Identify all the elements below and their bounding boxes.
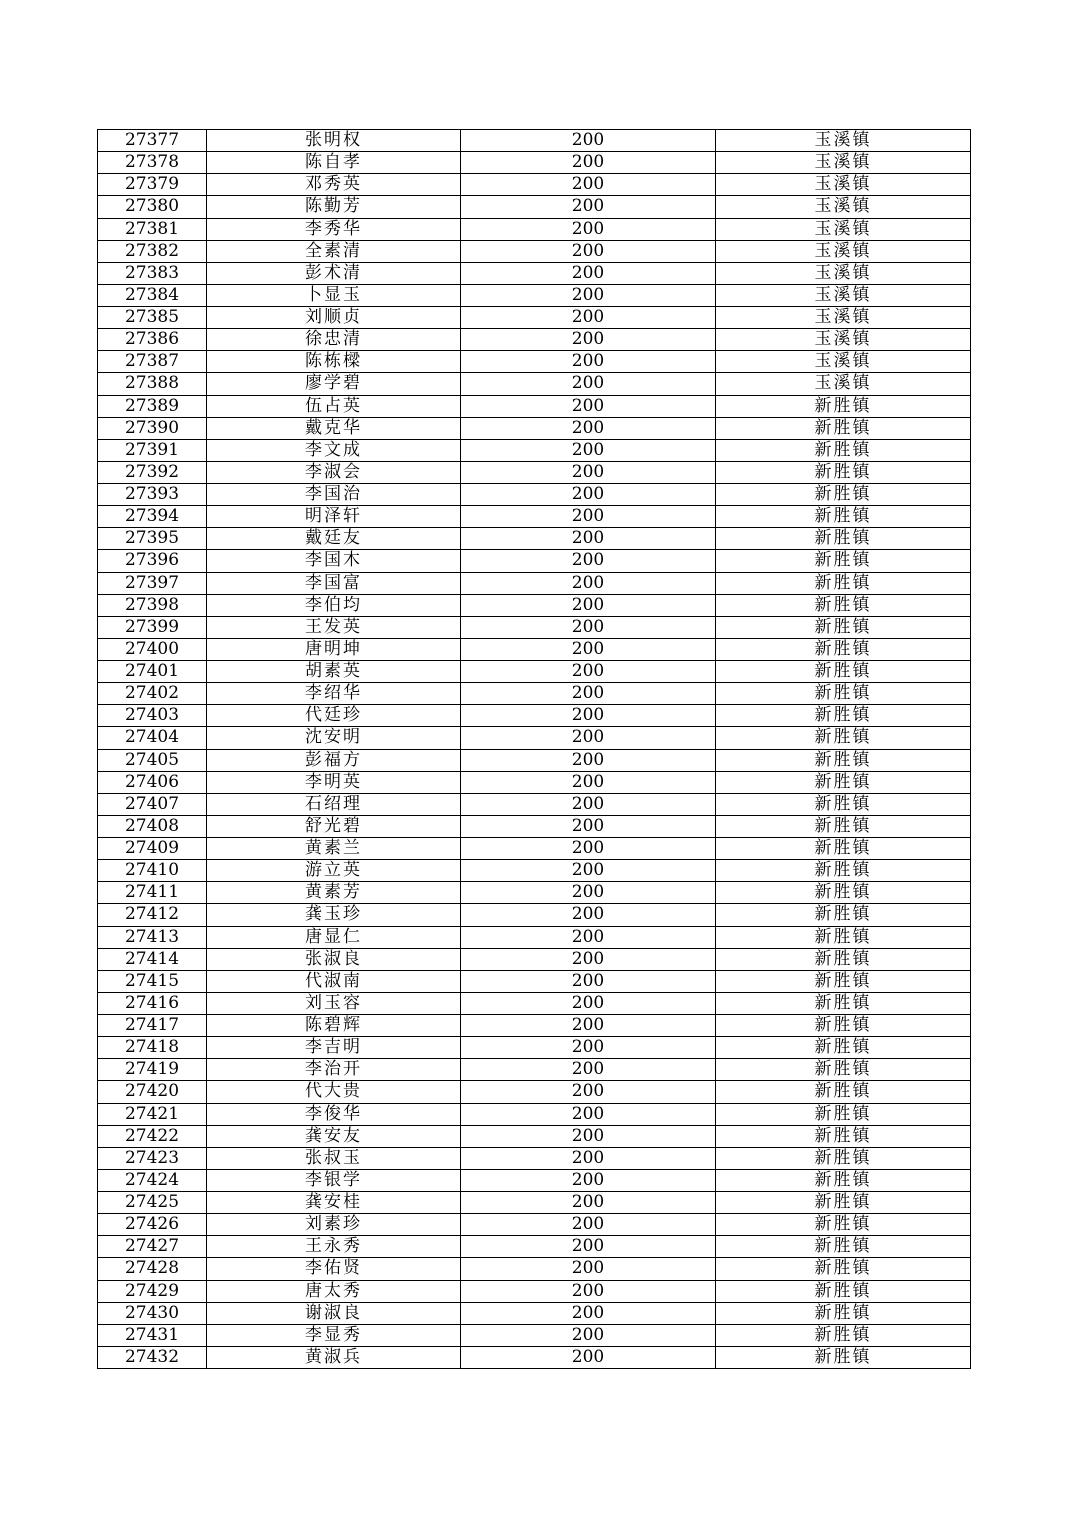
person-name-cell: 李国治 [207, 484, 461, 506]
amount-cell: 200 [461, 1324, 716, 1346]
table-row [98, 1169, 971, 1191]
table-row [98, 1147, 971, 1169]
person-name-cell: 戴克华 [207, 417, 461, 439]
amount-cell: 200 [461, 1214, 716, 1236]
town-cell: 新胜镇 [716, 572, 971, 594]
row-number-cell: 27427 [98, 1236, 207, 1258]
town-cell: 玉溪镇 [716, 240, 971, 262]
town-cell: 新胜镇 [716, 439, 971, 461]
town-cell: 新胜镇 [716, 550, 971, 572]
row-number-cell: 27390 [98, 417, 207, 439]
town-cell: 新胜镇 [716, 395, 971, 417]
table-row [98, 152, 971, 174]
amount-cell: 200 [461, 130, 716, 152]
row-number-cell: 27387 [98, 351, 207, 373]
town-cell: 新胜镇 [716, 484, 971, 506]
row-number-cell: 27381 [98, 218, 207, 240]
person-name-cell: 全素清 [207, 240, 461, 262]
table-row [98, 771, 971, 793]
row-number-cell: 27430 [98, 1302, 207, 1324]
town-cell: 新胜镇 [716, 992, 971, 1014]
table-row [98, 174, 971, 196]
table-row [98, 461, 971, 483]
table-row [98, 815, 971, 837]
row-number-cell: 27418 [98, 1037, 207, 1059]
table-row [98, 727, 971, 749]
table-row [98, 1236, 971, 1258]
person-name-cell: 李文成 [207, 439, 461, 461]
row-number-cell: 27388 [98, 373, 207, 395]
table-row [98, 572, 971, 594]
person-name-cell: 廖学碧 [207, 373, 461, 395]
town-cell: 玉溪镇 [716, 130, 971, 152]
row-number-cell: 27386 [98, 329, 207, 351]
town-cell: 新胜镇 [716, 1081, 971, 1103]
person-name-cell: 彭术清 [207, 262, 461, 284]
town-cell: 新胜镇 [716, 461, 971, 483]
town-cell: 新胜镇 [716, 1214, 971, 1236]
town-cell: 新胜镇 [716, 838, 971, 860]
row-number-cell: 27420 [98, 1081, 207, 1103]
town-cell: 玉溪镇 [716, 262, 971, 284]
amount-cell: 200 [461, 638, 716, 660]
person-name-cell: 陈勤芳 [207, 196, 461, 218]
amount-cell: 200 [461, 1236, 716, 1258]
table-row [98, 417, 971, 439]
table-row [98, 1346, 971, 1368]
row-number-cell: 27411 [98, 882, 207, 904]
amount-cell: 200 [461, 1059, 716, 1081]
town-cell: 新胜镇 [716, 1324, 971, 1346]
row-number-cell: 27389 [98, 395, 207, 417]
person-name-cell: 石绍理 [207, 793, 461, 815]
amount-cell: 200 [461, 616, 716, 638]
person-name-cell: 徐忠清 [207, 329, 461, 351]
table-row [98, 395, 971, 417]
person-name-cell: 李显秀 [207, 1324, 461, 1346]
table-row [98, 793, 971, 815]
row-number-cell: 27377 [98, 130, 207, 152]
row-number-cell: 27391 [98, 439, 207, 461]
row-number-cell: 27397 [98, 572, 207, 594]
town-cell: 新胜镇 [716, 705, 971, 727]
person-name-cell: 代廷珍 [207, 705, 461, 727]
row-number-cell: 27382 [98, 240, 207, 262]
person-name-cell: 陈碧辉 [207, 1015, 461, 1037]
town-cell: 玉溪镇 [716, 152, 971, 174]
town-cell: 新胜镇 [716, 727, 971, 749]
town-cell: 新胜镇 [716, 1103, 971, 1125]
table-row [98, 1280, 971, 1302]
person-name-cell: 唐太秀 [207, 1280, 461, 1302]
town-cell: 新胜镇 [716, 506, 971, 528]
row-number-cell: 27432 [98, 1346, 207, 1368]
amount-cell: 200 [461, 705, 716, 727]
amount-cell: 200 [461, 528, 716, 550]
table-row [98, 439, 971, 461]
amount-cell: 200 [461, 882, 716, 904]
row-number-cell: 27429 [98, 1280, 207, 1302]
amount-cell: 200 [461, 329, 716, 351]
person-name-cell: 伍占英 [207, 395, 461, 417]
person-name-cell: 李绍华 [207, 683, 461, 705]
amount-cell: 200 [461, 218, 716, 240]
town-cell: 新胜镇 [716, 1258, 971, 1280]
person-name-cell: 龚安友 [207, 1125, 461, 1147]
amount-cell: 200 [461, 793, 716, 815]
person-name-cell: 彭福方 [207, 749, 461, 771]
table-row [98, 661, 971, 683]
amount-cell: 200 [461, 1169, 716, 1191]
row-number-cell: 27402 [98, 683, 207, 705]
amount-cell: 200 [461, 948, 716, 970]
row-number-cell: 27403 [98, 705, 207, 727]
row-number-cell: 27413 [98, 926, 207, 948]
town-cell: 新胜镇 [716, 528, 971, 550]
amount-cell: 200 [461, 771, 716, 793]
person-name-cell: 邓秀英 [207, 174, 461, 196]
row-number-cell: 27394 [98, 506, 207, 528]
person-name-cell: 李银学 [207, 1169, 461, 1191]
table-row [98, 1125, 971, 1147]
table-row [98, 1103, 971, 1125]
person-name-cell: 代淑南 [207, 970, 461, 992]
row-number-cell: 27410 [98, 860, 207, 882]
table-row [98, 240, 971, 262]
amount-cell: 200 [461, 307, 716, 329]
amount-cell: 200 [461, 351, 716, 373]
row-number-cell: 27422 [98, 1125, 207, 1147]
row-number-cell: 27379 [98, 174, 207, 196]
town-cell: 新胜镇 [716, 683, 971, 705]
row-number-cell: 27405 [98, 749, 207, 771]
row-number-cell: 27385 [98, 307, 207, 329]
amount-cell: 200 [461, 594, 716, 616]
town-cell: 新胜镇 [716, 793, 971, 815]
town-cell: 新胜镇 [716, 904, 971, 926]
person-name-cell: 李吉明 [207, 1037, 461, 1059]
person-name-cell: 刘玉容 [207, 992, 461, 1014]
person-name-cell: 刘顺贞 [207, 307, 461, 329]
person-name-cell: 王发英 [207, 616, 461, 638]
person-name-cell: 李国木 [207, 550, 461, 572]
person-name-cell: 张叔玉 [207, 1147, 461, 1169]
town-cell: 玉溪镇 [716, 329, 971, 351]
town-cell: 新胜镇 [716, 1059, 971, 1081]
amount-cell: 200 [461, 174, 716, 196]
row-number-cell: 27407 [98, 793, 207, 815]
person-name-cell: 李淑会 [207, 461, 461, 483]
amount-cell: 200 [461, 1346, 716, 1368]
row-number-cell: 27384 [98, 284, 207, 306]
person-name-cell: 王永秀 [207, 1236, 461, 1258]
person-name-cell: 李治开 [207, 1059, 461, 1081]
amount-cell: 200 [461, 1081, 716, 1103]
table-row [98, 749, 971, 771]
town-cell: 新胜镇 [716, 1192, 971, 1214]
amount-cell: 200 [461, 926, 716, 948]
town-cell: 新胜镇 [716, 661, 971, 683]
amount-cell: 200 [461, 152, 716, 174]
amount-cell: 200 [461, 1280, 716, 1302]
town-cell: 玉溪镇 [716, 196, 971, 218]
table-row [98, 1059, 971, 1081]
table-row [98, 616, 971, 638]
person-name-cell: 戴廷友 [207, 528, 461, 550]
town-cell: 新胜镇 [716, 860, 971, 882]
row-number-cell: 27416 [98, 992, 207, 1014]
table-row [98, 307, 971, 329]
table-row [98, 948, 971, 970]
row-number-cell: 27415 [98, 970, 207, 992]
amount-cell: 200 [461, 572, 716, 594]
row-number-cell: 27408 [98, 815, 207, 837]
row-number-cell: 27423 [98, 1147, 207, 1169]
person-name-cell: 李秀华 [207, 218, 461, 240]
table-row [98, 1214, 971, 1236]
row-number-cell: 27406 [98, 771, 207, 793]
person-name-cell: 沈安明 [207, 727, 461, 749]
row-number-cell: 27409 [98, 838, 207, 860]
amount-cell: 200 [461, 860, 716, 882]
table-row [98, 130, 971, 152]
table-row [98, 329, 971, 351]
row-number-cell: 27414 [98, 948, 207, 970]
table-row [98, 284, 971, 306]
person-name-cell: 谢淑良 [207, 1302, 461, 1324]
row-number-cell: 27378 [98, 152, 207, 174]
row-number-cell: 27393 [98, 484, 207, 506]
person-name-cell: 李伯均 [207, 594, 461, 616]
row-number-cell: 27426 [98, 1214, 207, 1236]
amount-cell: 200 [461, 484, 716, 506]
table-row [98, 484, 971, 506]
row-number-cell: 27401 [98, 661, 207, 683]
amount-cell: 200 [461, 1037, 716, 1059]
table-row [98, 683, 971, 705]
person-name-cell: 黄素芳 [207, 882, 461, 904]
amount-cell: 200 [461, 1103, 716, 1125]
person-name-cell: 张淑良 [207, 948, 461, 970]
amount-cell: 200 [461, 661, 716, 683]
row-number-cell: 27383 [98, 262, 207, 284]
row-number-cell: 27425 [98, 1192, 207, 1214]
town-cell: 新胜镇 [716, 638, 971, 660]
amount-cell: 200 [461, 838, 716, 860]
amount-cell: 200 [461, 970, 716, 992]
person-name-cell: 李国富 [207, 572, 461, 594]
town-cell: 新胜镇 [716, 594, 971, 616]
amount-cell: 200 [461, 417, 716, 439]
roster-table-body [98, 130, 971, 1369]
table-row [98, 1015, 971, 1037]
town-cell: 新胜镇 [716, 1015, 971, 1037]
amount-cell: 200 [461, 284, 716, 306]
table-row [98, 1192, 971, 1214]
person-name-cell: 龚安桂 [207, 1192, 461, 1214]
town-cell: 新胜镇 [716, 1280, 971, 1302]
row-number-cell: 27392 [98, 461, 207, 483]
town-cell: 新胜镇 [716, 1302, 971, 1324]
town-cell: 新胜镇 [716, 1037, 971, 1059]
row-number-cell: 27404 [98, 727, 207, 749]
town-cell: 玉溪镇 [716, 284, 971, 306]
amount-cell: 200 [461, 506, 716, 528]
amount-cell: 200 [461, 1258, 716, 1280]
town-cell: 新胜镇 [716, 417, 971, 439]
person-name-cell: 陈自孝 [207, 152, 461, 174]
row-number-cell: 27424 [98, 1169, 207, 1191]
amount-cell: 200 [461, 461, 716, 483]
person-name-cell: 唐显仁 [207, 926, 461, 948]
amount-cell: 200 [461, 1147, 716, 1169]
amount-cell: 200 [461, 904, 716, 926]
table-row [98, 506, 971, 528]
town-cell: 新胜镇 [716, 815, 971, 837]
town-cell: 新胜镇 [716, 948, 971, 970]
person-name-cell: 李佑贤 [207, 1258, 461, 1280]
amount-cell: 200 [461, 1125, 716, 1147]
row-number-cell: 27395 [98, 528, 207, 550]
row-number-cell: 27399 [98, 616, 207, 638]
town-cell: 新胜镇 [716, 1346, 971, 1368]
table-row [98, 926, 971, 948]
person-name-cell: 黄素兰 [207, 838, 461, 860]
person-name-cell: 明泽轩 [207, 506, 461, 528]
table-row [98, 904, 971, 926]
amount-cell: 200 [461, 373, 716, 395]
table-row [98, 373, 971, 395]
row-number-cell: 27380 [98, 196, 207, 218]
table-row [98, 1258, 971, 1280]
town-cell: 新胜镇 [716, 749, 971, 771]
row-number-cell: 27412 [98, 904, 207, 926]
table-row [98, 218, 971, 240]
town-cell: 新胜镇 [716, 1169, 971, 1191]
row-number-cell: 27419 [98, 1059, 207, 1081]
person-name-cell: 卜显玉 [207, 284, 461, 306]
amount-cell: 200 [461, 815, 716, 837]
table-row [98, 1081, 971, 1103]
amount-cell: 200 [461, 1015, 716, 1037]
table-row [98, 528, 971, 550]
person-name-cell: 舒光碧 [207, 815, 461, 837]
amount-cell: 200 [461, 1192, 716, 1214]
amount-cell: 200 [461, 262, 716, 284]
table-row [98, 860, 971, 882]
table-row [98, 970, 971, 992]
subsidy-roster-table [97, 129, 971, 1369]
town-cell: 新胜镇 [716, 616, 971, 638]
row-number-cell: 27421 [98, 1103, 207, 1125]
person-name-cell: 李明英 [207, 771, 461, 793]
amount-cell: 200 [461, 550, 716, 572]
table-row [98, 705, 971, 727]
person-name-cell: 刘素珍 [207, 1214, 461, 1236]
amount-cell: 200 [461, 683, 716, 705]
town-cell: 新胜镇 [716, 771, 971, 793]
amount-cell: 200 [461, 1302, 716, 1324]
amount-cell: 200 [461, 196, 716, 218]
town-cell: 玉溪镇 [716, 174, 971, 196]
row-number-cell: 27428 [98, 1258, 207, 1280]
table-row [98, 1324, 971, 1346]
row-number-cell: 27431 [98, 1324, 207, 1346]
person-name-cell: 陈栋樑 [207, 351, 461, 373]
amount-cell: 200 [461, 395, 716, 417]
person-name-cell: 唐明坤 [207, 638, 461, 660]
person-name-cell: 龚玉珍 [207, 904, 461, 926]
table-row [98, 262, 971, 284]
table-row [98, 638, 971, 660]
row-number-cell: 27417 [98, 1015, 207, 1037]
person-name-cell: 胡素英 [207, 661, 461, 683]
table-row [98, 882, 971, 904]
amount-cell: 200 [461, 992, 716, 1014]
table-row [98, 992, 971, 1014]
town-cell: 新胜镇 [716, 882, 971, 904]
person-name-cell: 李俊华 [207, 1103, 461, 1125]
table-row [98, 838, 971, 860]
town-cell: 玉溪镇 [716, 218, 971, 240]
town-cell: 玉溪镇 [716, 307, 971, 329]
amount-cell: 200 [461, 240, 716, 262]
table-row [98, 351, 971, 373]
town-cell: 新胜镇 [716, 926, 971, 948]
row-number-cell: 27398 [98, 594, 207, 616]
town-cell: 新胜镇 [716, 1147, 971, 1169]
row-number-cell: 27396 [98, 550, 207, 572]
table-row [98, 1037, 971, 1059]
town-cell: 玉溪镇 [716, 351, 971, 373]
table-row [98, 196, 971, 218]
amount-cell: 200 [461, 439, 716, 461]
table-row [98, 1302, 971, 1324]
table-row [98, 594, 971, 616]
town-cell: 新胜镇 [716, 1236, 971, 1258]
table-row [98, 550, 971, 572]
person-name-cell: 游立英 [207, 860, 461, 882]
town-cell: 玉溪镇 [716, 373, 971, 395]
amount-cell: 200 [461, 727, 716, 749]
person-name-cell: 代大贵 [207, 1081, 461, 1103]
person-name-cell: 张明权 [207, 130, 461, 152]
row-number-cell: 27400 [98, 638, 207, 660]
amount-cell: 200 [461, 749, 716, 771]
town-cell: 新胜镇 [716, 1125, 971, 1147]
town-cell: 新胜镇 [716, 970, 971, 992]
person-name-cell: 黄淑兵 [207, 1346, 461, 1368]
